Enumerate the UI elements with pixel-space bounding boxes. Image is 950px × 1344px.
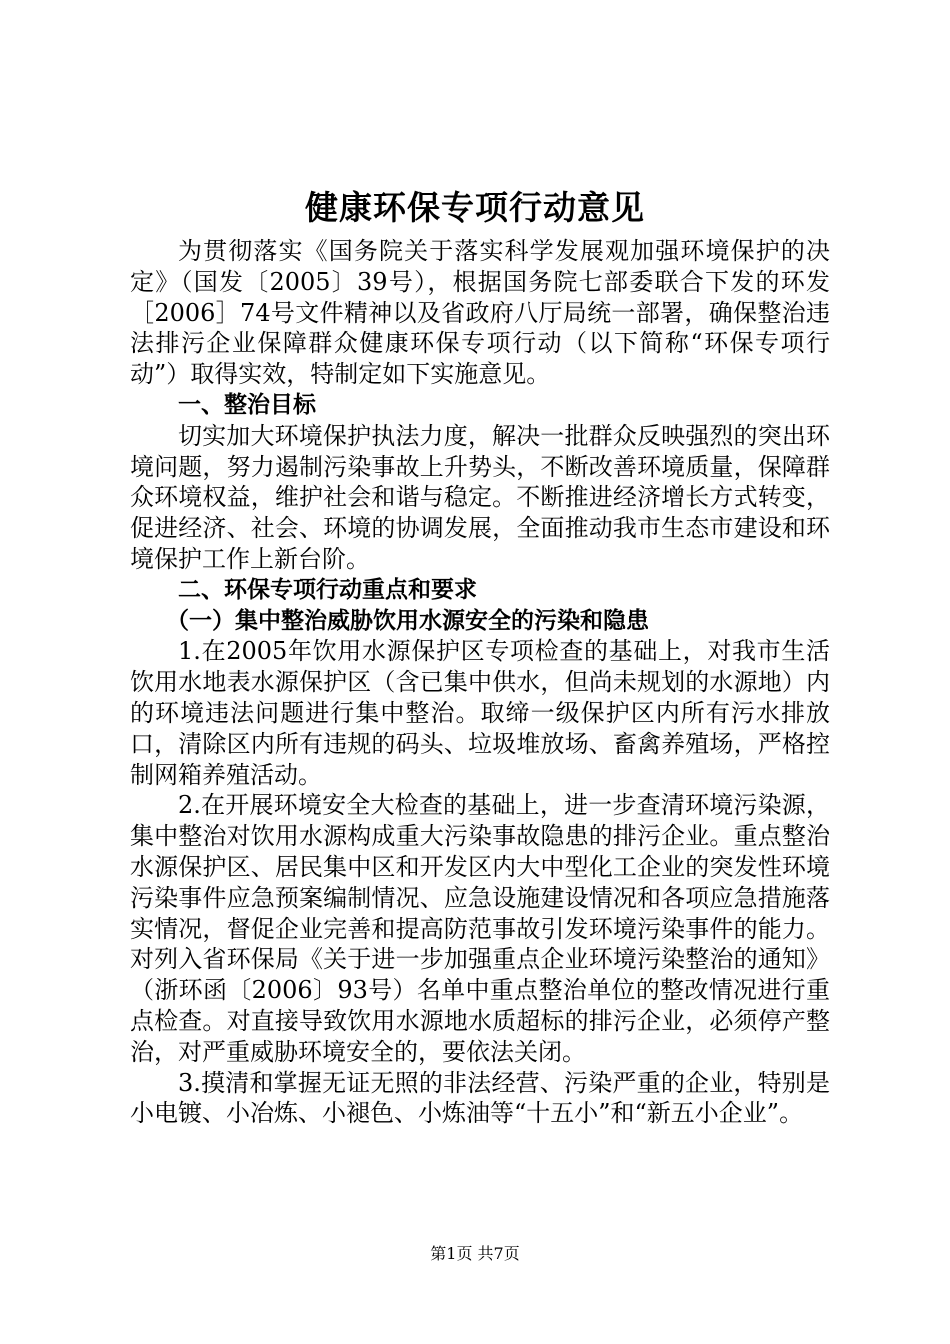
item-2-paragraph: 2.在开展环境安全大检查的基础上，进一步查清环境污染源，集中整治对饮用水源构成重大污染事故隐患的排污企业。重点整治水源保护区、居民集中区和开发区内大中型化工企业的突发性环境污染事件应急预案编制情况、应急设施建设情况和各项应急措施落实情况，督促企业完善和提高防范事故引发环境污染事件的能力。对列入省环保局《关于进一步加强重点企业环境污染整治的通知》（浙环函〔2006〕93号）名单中重点整治单位的整改情况进行重点检查。对直接导致饮用水源地水质超标的排污企业，必须停产整治，对严重威胁环境安全的，要依法关闭。: [130, 791, 830, 1066]
item-1-paragraph: 1.在2005年饮用水源保护区专项检查的基础上，对我市生活饮用水地表水源保护区（含已集中供水，但尚未规划的水源地）内的环境违法问题进行集中整治。取缔一级保护区内所有污水排放口，清除区内所有违规的码头、垃圾堆放场、畜禽养殖场，严格控制网箱养殖活动。: [130, 637, 830, 789]
page-number-footer: 第1页 共7页: [430, 1244, 520, 1263]
section-1-heading: 一、整治目标: [178, 391, 316, 418]
section-2-subheading: （一）集中整治威胁饮用水源安全的污染和隐患: [166, 607, 649, 634]
document-body: [130, 236, 830, 1129]
document-title: 健康环保专项行动意见: [305, 188, 645, 227]
section-1-paragraph: 切实加大环境保护执法力度，解决一批群众反映强烈的突出环境问题，努力遏制污染事故上升势头，不断改善环境质量，保障群众环境权益，维护社会和谐与稳定。不断推进经济增长方式转变，促进经济、社会、环境的协调发展，全面推动我市生态市建设和环境保护工作上新台阶。: [130, 421, 830, 573]
section-2-heading: 二、环保专项行动重点和要求: [178, 576, 477, 603]
item-3-paragraph: 3.摸清和掌握无证无照的非法经营、污染严重的企业，特别是小电镀、小冶炼、小褪色、小炼油等“十五小”和“新五小企业”。: [130, 1068, 830, 1128]
intro-paragraph: 为贯彻落实《国务院关于落实科学发展观加强环境保护的决定》（国发〔2005〕39号），根据国务院七部委联合下发的环发［2006］74号文件精神以及省政府八厅局统一部署，确保整治违法排污企业保障群众健康环保专项行动（以下简称“环保专项行动”）取得实效，特制定如下实施意见。: [130, 237, 830, 389]
